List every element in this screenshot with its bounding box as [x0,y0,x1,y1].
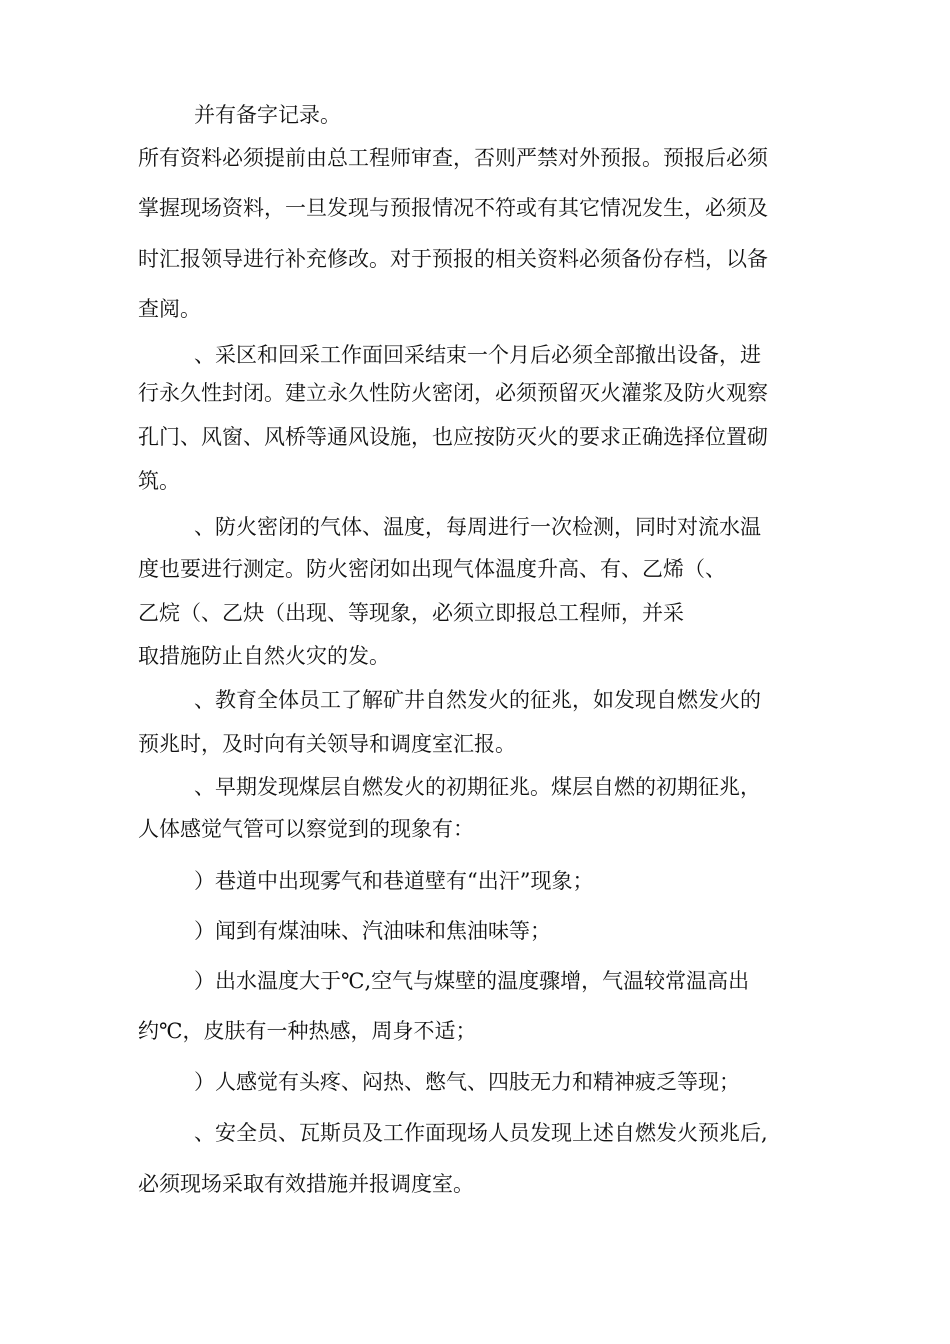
text-line: 、防火密闭的气体、温度，每周进行一次检测，同时对流水温 [194,515,761,539]
text-line: 时汇报领导进行补充修改。对于预报的相关资料必须备份存档，以备 [138,247,768,271]
text-line: 必须现场采取有效措施并报调度室。 [138,1172,474,1196]
text-line: 筑。 [138,469,180,493]
text-line: 查阅。 [138,297,201,321]
text-line: 并有备字记录。 [194,103,341,127]
text-line: 人体感觉气管可以察觉到的现象有： [138,817,474,841]
text-line: 掌握现场资料，一旦发现与预报情况不符或有其它情况发生，必须及 [138,196,768,220]
text-line: 约℃，皮肤有一种热感，周身不适； [138,1019,477,1043]
text-line: 取措施防止自然火灾的发。 [138,644,390,668]
text-line: 孔门、风窗、风桥等通风设施，也应按防灭火的要求正确选择位置砌 [138,425,768,449]
text-line: 、采区和回采工作面回采结束一个月后必须全部撤出设备，进 [194,343,761,367]
text-line: 所有资料必须提前由总工程师审查，否则严禁对外预报。预报后必须 [138,146,768,170]
text-line: 行永久性封闭。建立永久性防火密闭，必须预留灭火灌浆及防火观察 [138,381,768,405]
text-line: 、早期发现煤层自燃发火的初期征兆。煤层自燃的初期征兆， [194,775,761,799]
text-line: 度也要进行测定。防火密闭如出现气体温度升高、有、乙烯（、 [138,557,726,581]
text-line: ）巷道中出现雾气和巷道壁有“出汗”现象； [194,869,594,893]
text-line: ）人感觉有头疼、闷热、憋气、四肢无力和精神疲乏等现； [194,1070,740,1094]
text-line: 、教育全体员工了解矿井自然发火的征兆，如发现自燃发火的 [194,688,761,712]
text-line: 、安全员、瓦斯员及工作面现场人员发现上述自燃发火预兆后, [194,1121,768,1145]
text-line: 乙烷（、乙炔（出现、等现象，必须立即报总工程师，并采 [138,601,684,625]
text-line: ）闻到有煤油味、汽油味和焦油味等； [194,919,551,943]
text-line: ）出水温度大于℃,空气与煤壁的温度骤增，气温较常温高出 [194,969,750,993]
text-line: 预兆时，及时向有关领导和调度室汇报。 [138,732,516,756]
